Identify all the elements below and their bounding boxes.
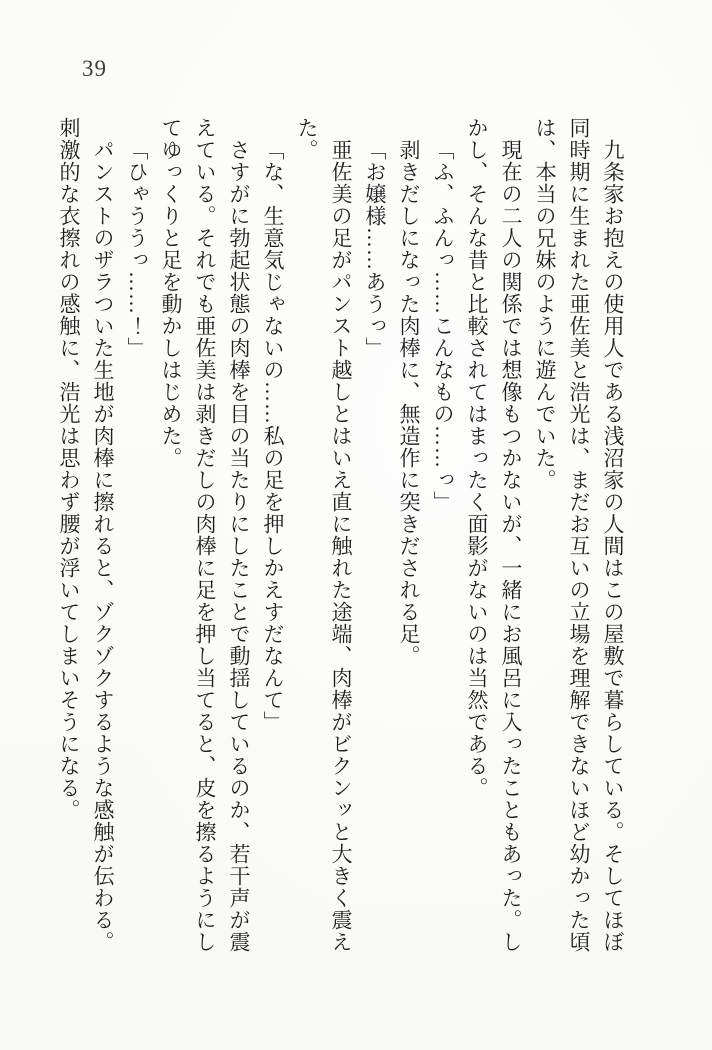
page-number: 39 xyxy=(82,56,107,81)
paragraph-8: さすがに勃起状態の肉棒を目の当たりにしたことで動揺しているのか、若干声が震えている。それでも亜佐美は剥きだしの肉棒に足を押し当てると、皮を擦るようにしてゆっくりと足を動かしはじめた。 xyxy=(159,117,251,953)
paragraph-1: 九条家お抱えの使用人である浅沼家の人間はこの屋敷で暮らしている。そしてほぼ同時期に生まれた亜佐美と浩光は、まだお互いの立場を理解できないほど幼かった頃は、本当の兄妹のように遊んでいた。 xyxy=(533,117,625,953)
paragraph-6: 亜佐美の足がパンスト越しとはいえ直に触れた途端、肉棒がビクンッと大きく震えた。 xyxy=(295,117,353,953)
paragraph-7-dialogue: 「な、生意気じゃないの……私の足を押しかえすだなんて」 xyxy=(261,139,285,733)
paragraph-4: 剥きだしになった肉棒に、無造作に突きだされる足。 xyxy=(397,139,421,667)
vertical-text-block xyxy=(52,117,630,959)
paragraph-2: 現在の二人の関係では想像もつかないが、一緒にお風呂に入ったこともあった。しかし、そんな昔と比較されてはまったく面影がないのは当然である。 xyxy=(465,117,523,953)
paragraph-3-dialogue: 「ふ、ふんっ……こんなもの……っ」 xyxy=(431,139,455,513)
paragraph-5-dialogue: 「お嬢様……あうっ」 xyxy=(363,139,387,359)
paragraph-9-dialogue: 「ひゃううっ……！」 xyxy=(125,139,149,359)
paragraph-10: パンストのザラついた生地が肉棒に擦れると、ゾクゾクするような感触が伝わる。刺激的な衣擦れの感触に、浩光は思わず腰が浮いてしまいそうになる。 xyxy=(57,117,115,953)
